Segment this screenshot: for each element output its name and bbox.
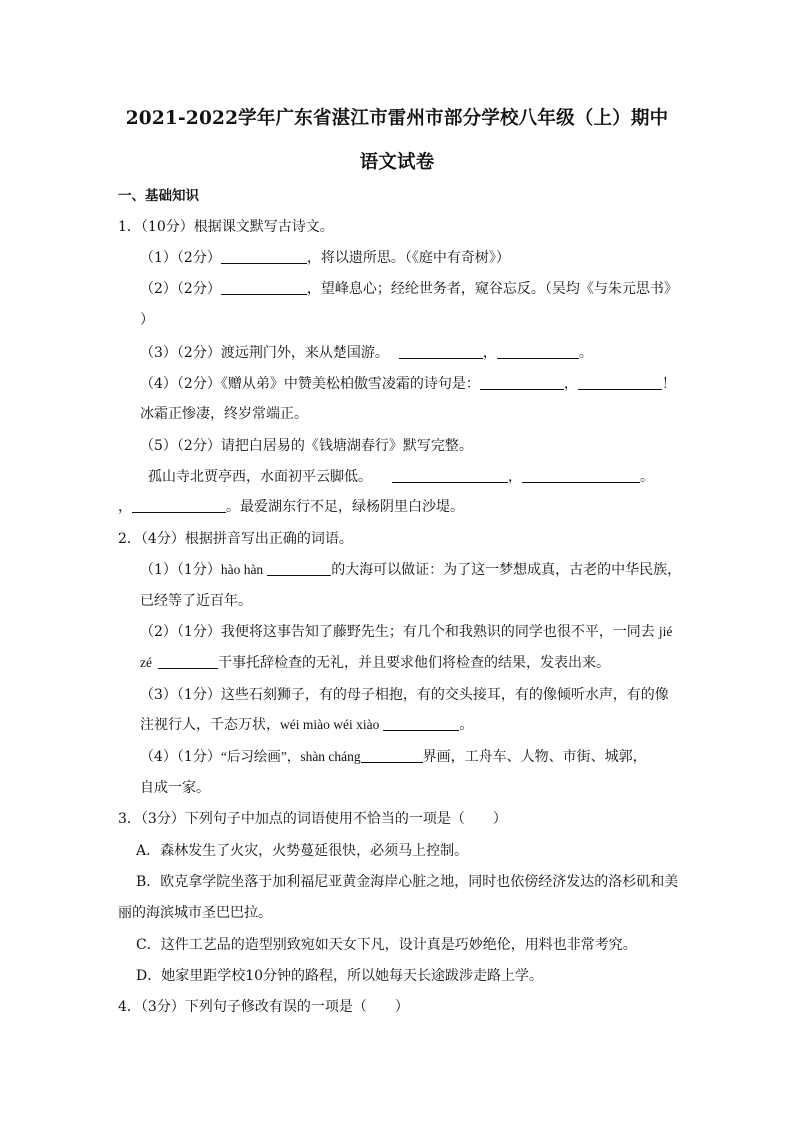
q1-p5-text: （5）（2分）请把白居易的《钱塘湖春行》默写完整。 [140,438,473,454]
q1-p4-text: （4）（2分）《赠从弟》中赞美松柏傲雪凌霜的诗句是： [140,376,480,392]
answer-blank[interactable] [361,748,423,763]
q4-stem: 4．（3分）下列句子修改有误的一项是（ ） [118,999,409,1015]
q2-p4-quote: “后习绘画”， [220,749,301,764]
q2-p4-cont: 自成一家。 [140,780,210,796]
q3-option-d[interactable]: D．她家里距学校10分钟的路程，所以她每天长途跋涉走路上学。 [136,968,544,984]
comma: ， [508,469,522,485]
q1-p1-label: （1）（2分） [140,250,221,266]
q1-p5-cont: 。最爱湖东行不足，绿杨阴里白沙堤。 [226,499,464,515]
answer-blank[interactable] [578,375,662,390]
q2-part2-cont [140,654,610,672]
q2-p1-label: （1）（1分） [140,562,221,578]
q1-part3 [140,344,593,362]
q3-option-b-cont: 丽的海滨城市圣巴巴拉。 [118,905,272,921]
q2-p3-cont: 注视行人，千态万状， [140,717,280,733]
q1-part5-poem [148,468,654,486]
answer-blank[interactable] [399,344,483,359]
q2-p4-text: 界画，工舟车、人物、市街、城郭， [422,749,647,765]
q1-stem: 1．（10分）根据课文默写古诗文。 [118,219,334,235]
q1-p2-num: （2） [140,281,177,297]
q1-part2 [140,280,678,298]
exclamation: ！ [661,376,676,392]
comma: ， [563,376,578,392]
q2-part3-cont [140,716,473,734]
q2-stem: 2．（4分）根据拼音写出正确的词语。 [118,531,353,547]
period: 。 [640,469,654,485]
exam-title-line1: 2021-2022学年广东省湛江市雷州市部分学校八年级（上）期中 [125,108,669,129]
q3-option-c[interactable]: C．这件工艺品的造型别致宛如天女下凡，设计真是巧妙绝伦，用料也非常考究。 [136,937,637,953]
answer-blank[interactable] [522,468,640,483]
q2-part4 [140,748,647,766]
answer-blank[interactable] [267,561,331,576]
pinyin: shàn cháng [300,749,361,764]
q2-p3-text: （3）（1分）这些石刻狮子，有的母子相抱，有的交头接耳，有的像倾听水声，有的像 [140,687,669,703]
answer-blank[interactable] [221,249,307,264]
q2-p4-label: （4）（1分） [140,749,221,765]
exam-title-line2: 语文试卷 [359,152,435,173]
q2-part1 [140,561,681,579]
q1-part5-cont [118,498,464,516]
pinyin: hào hàn [220,562,264,577]
comma: ， [118,499,132,515]
q1-part4 [140,375,676,393]
section-heading: 一、基础知识 [118,188,199,204]
pinyin: zé [140,655,152,670]
q1-p3-text: （3）（2分）渡远荆门外，来从楚国游。 [140,345,389,361]
q1-p2-text: ，望峰息心；经纶世务者，窥谷忘反。（吴均《与朱元思书》 [306,281,678,297]
q1-p5-poem: 孤山寺北贾亭西，水面初平云脚低。 [148,469,372,485]
q2-p1-cont: 已经等了近百年。 [140,593,252,609]
q3-option-b[interactable]: B．欧克拿学院坐落于加利福尼亚黄金海岸心脏之地，同时也依傍经济发达的洛杉矶和美 [136,874,679,890]
answer-blank[interactable] [383,716,459,731]
q2-p2-cont: 干事托辞检查的无礼，并且要求他们将检查的结果，发表出来。 [217,655,610,671]
q2-part2 [140,623,672,641]
q2-p1-text: 的大海可以做证：为了这一梦想成真，古老的中华民族， [331,562,682,578]
answer-blank[interactable] [221,280,307,295]
period: 。 [578,345,593,361]
q1-p2-close: ） [140,312,154,328]
answer-blank[interactable] [480,375,564,390]
answer-blank[interactable] [132,498,226,513]
period: 。 [459,717,474,733]
pinyin: wéi miào wéi xiào [280,717,380,732]
q3-option-a[interactable]: A．森林发生了火灾，火势蔓延很快，必须马上控制。 [136,843,469,859]
answer-blank[interactable] [497,344,579,359]
answer-blank[interactable] [158,654,218,669]
q1-p1-text: ，将以遗所思。（《庭中有奇树》） [306,250,510,266]
q3-stem: 3．（3分）下列句子中加点的词语使用不恰当的一项是（ ） [118,811,507,827]
q1-p4-cont: 冰霜正惨凄，终岁常端正。 [140,406,308,422]
pinyin: jié [658,624,673,639]
answer-blank[interactable] [392,468,508,483]
comma: ， [482,345,497,361]
q1-part1 [140,249,510,267]
q1-p2-label: （2分） [176,281,221,297]
q2-p2-text: （2）（1分）我便将这事告知了藤野先生；有几个和我熟识的同学也很不平，一同去 [140,624,655,640]
